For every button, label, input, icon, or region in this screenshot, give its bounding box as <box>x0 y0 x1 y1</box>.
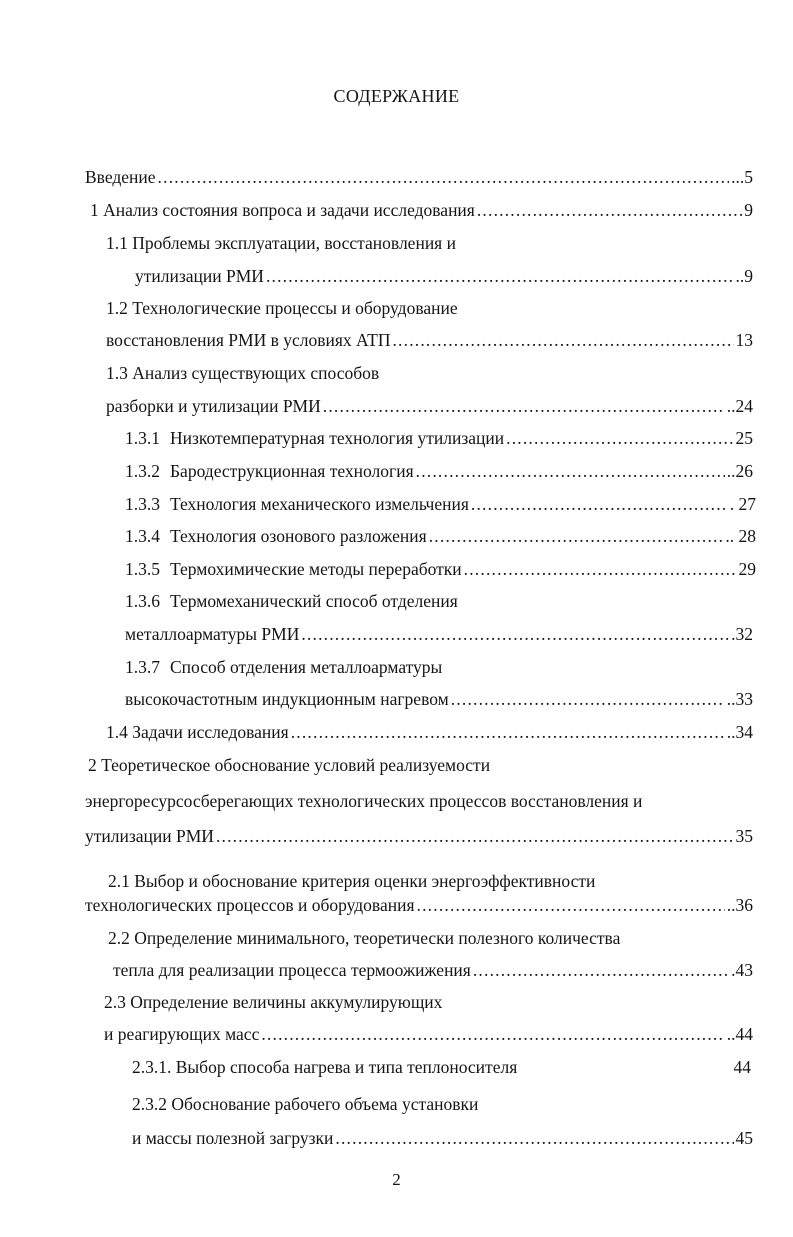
toc-entry-text: Технология озонового разложения <box>170 526 427 546</box>
toc-entry-text: Способ отделения металлоарматуры <box>170 657 443 677</box>
leader-dots <box>506 427 733 449</box>
toc-entry[interactable] <box>132 1093 753 1115</box>
toc-entry[interactable] <box>125 460 753 482</box>
leader-dots <box>471 493 728 515</box>
toc-entry-text: энергоресурсосберегающих технологических процессов восстановления и <box>85 791 643 811</box>
toc-entry-page: 44 <box>733 1057 751 1077</box>
toc-entry-number: 1.3.3 <box>125 494 160 514</box>
toc-entry[interactable] <box>125 558 756 580</box>
toc-entry-text: утилизации РМИ <box>85 826 214 846</box>
toc-entry-text: 2.2 Определение минимального, теоретически полезного количества <box>108 928 621 948</box>
toc-entry-number: 1.3.7 <box>125 657 160 677</box>
toc-entry[interactable] <box>106 362 753 384</box>
toc-entry-text: высокочастотным индукционным нагревом <box>125 689 449 709</box>
toc-entry[interactable] <box>108 870 753 892</box>
page-number: 2 <box>392 1170 401 1189</box>
toc-entry[interactable] <box>106 297 753 319</box>
leader-dots <box>301 623 729 645</box>
leader-dots <box>216 825 734 847</box>
toc-entry-page: 25 <box>735 428 753 448</box>
leader-dots <box>261 1023 724 1045</box>
toc-entry-text: Низкотемпературная технология утилизации <box>170 428 505 448</box>
toc-entry-number: 1.3.1 <box>125 428 160 448</box>
toc-entry[interactable] <box>106 232 753 254</box>
toc-entry-text: Бародеструкционная технология <box>170 461 414 481</box>
leader-dots <box>158 166 730 188</box>
toc-entry-page: .. 28 <box>725 526 756 546</box>
toc-entry-text: металлоарматуры РМИ <box>125 624 300 644</box>
toc-entry-page: .32 <box>731 624 753 644</box>
toc-entry[interactable] <box>104 991 753 1013</box>
leader-dots <box>473 959 729 981</box>
toc-entry-page: ..9 <box>735 266 753 286</box>
toc-entry-number: 1.3.2 <box>125 461 160 481</box>
toc-entry[interactable] <box>135 265 753 287</box>
toc-entry[interactable] <box>125 623 753 645</box>
toc-entry-text: Введение <box>85 167 156 187</box>
toc-entry[interactable] <box>113 959 753 981</box>
toc-entry-page: 45 <box>735 1128 753 1148</box>
toc-entry-text: 1.2 Технологические процессы и оборудование <box>106 298 458 318</box>
toc-entry[interactable] <box>125 525 756 547</box>
toc-entry-text: 2.1 Выбор и обоснование критерия оценки энергоэффективности <box>108 871 596 891</box>
toc-entry-text: Технология механического измельчения <box>170 494 469 514</box>
toc-entry-text: разборки и утилизации РМИ <box>106 396 321 416</box>
toc-entry[interactable] <box>106 395 753 417</box>
toc-entry-text: 1.3 Анализ существующих способов <box>106 363 380 383</box>
toc-entry[interactable] <box>132 1056 751 1078</box>
toc-entry-page: ..36 <box>726 895 753 915</box>
toc-entry-text: и реагирующих масс <box>104 1024 260 1044</box>
toc-entry[interactable] <box>85 894 753 916</box>
toc-entry-page: 13 <box>735 330 753 350</box>
toc-entry-page: . 27 <box>729 494 756 514</box>
leader-dots <box>291 721 725 743</box>
toc-entry-text: 2 Теоретическое обоснование условий реализуемости <box>88 755 491 775</box>
toc-entry-text: Термомеханический способ отделения <box>170 591 458 611</box>
leader-dots <box>266 265 734 287</box>
toc-entry-text: 2.3 Определение величины аккумулирующих <box>104 992 443 1012</box>
toc-entry-page: ..34 <box>726 722 753 742</box>
toc-entry-text: и массы полезной загрузки <box>132 1128 334 1148</box>
toc-entry-page: ..26 <box>726 461 753 481</box>
toc-entry-text: утилизации РМИ <box>135 266 264 286</box>
toc-entry-page: .43 <box>731 960 753 980</box>
toc-entry[interactable] <box>85 166 753 188</box>
leader-dots <box>429 525 724 547</box>
leader-dots <box>451 688 725 710</box>
toc-entry[interactable] <box>125 688 753 710</box>
toc-entry[interactable] <box>90 199 753 221</box>
toc-entry-page: ..24 <box>726 396 753 416</box>
toc-entry[interactable] <box>106 329 753 351</box>
toc-entry[interactable] <box>125 427 753 449</box>
toc-entry[interactable] <box>132 1127 753 1149</box>
toc-entry-text: восстановления РМИ в условиях АТП <box>106 330 391 350</box>
toc-entry[interactable] <box>106 721 753 743</box>
toc-entry-page: 9 <box>744 200 753 220</box>
toc-entry[interactable] <box>125 656 753 678</box>
leader-dots <box>416 460 725 482</box>
toc-entry[interactable] <box>125 590 753 612</box>
toc-entry-page: ..33 <box>726 689 753 709</box>
toc-entry-text: тепла для реализации процесса термоожижения <box>113 960 471 980</box>
toc-entry[interactable] <box>125 493 756 515</box>
toc-entry-page: ..44 <box>726 1024 753 1044</box>
toc-entry[interactable] <box>104 1023 753 1045</box>
toc-entry-text: 2.3.2 Обоснование рабочего объема установки <box>132 1094 479 1114</box>
toc-entry-page: 29 <box>738 559 756 579</box>
toc-entry-text: 1.1 Проблемы эксплуатации, восстановления и <box>106 233 456 253</box>
toc-entry-text: 2.3.1. Выбор способа нагрева и типа теплоносителя <box>132 1057 518 1077</box>
toc-entry-text: технологических процессов и оборудования <box>85 895 415 915</box>
toc-entry[interactable] <box>108 927 753 949</box>
toc-entry-text: 1.4 Задачи исследования <box>106 722 289 742</box>
toc-entry[interactable] <box>85 825 753 847</box>
toc-entry[interactable] <box>88 754 753 776</box>
leader-dots <box>464 558 737 580</box>
page-title: СОДЕРЖАНИЕ <box>333 86 460 106</box>
toc-entry-page: 35 <box>735 826 753 846</box>
toc-entry-text: 1 Анализ состояния вопроса и задачи исследования <box>90 200 475 220</box>
leader-dots <box>392 329 733 351</box>
toc-entry-page: ...5 <box>731 167 753 187</box>
toc-entry[interactable] <box>85 790 753 812</box>
toc-entry-number: 1.3.4 <box>125 526 160 546</box>
toc-entry-text: Термохимические методы переработки <box>170 559 462 579</box>
leader-dots <box>323 395 725 417</box>
toc-entry-number: 1.3.6 <box>125 591 160 611</box>
leader-dots <box>417 894 725 916</box>
leader-dots <box>335 1127 733 1149</box>
leader-dots <box>477 199 742 221</box>
toc-entry-number: 1.3.5 <box>125 559 160 579</box>
